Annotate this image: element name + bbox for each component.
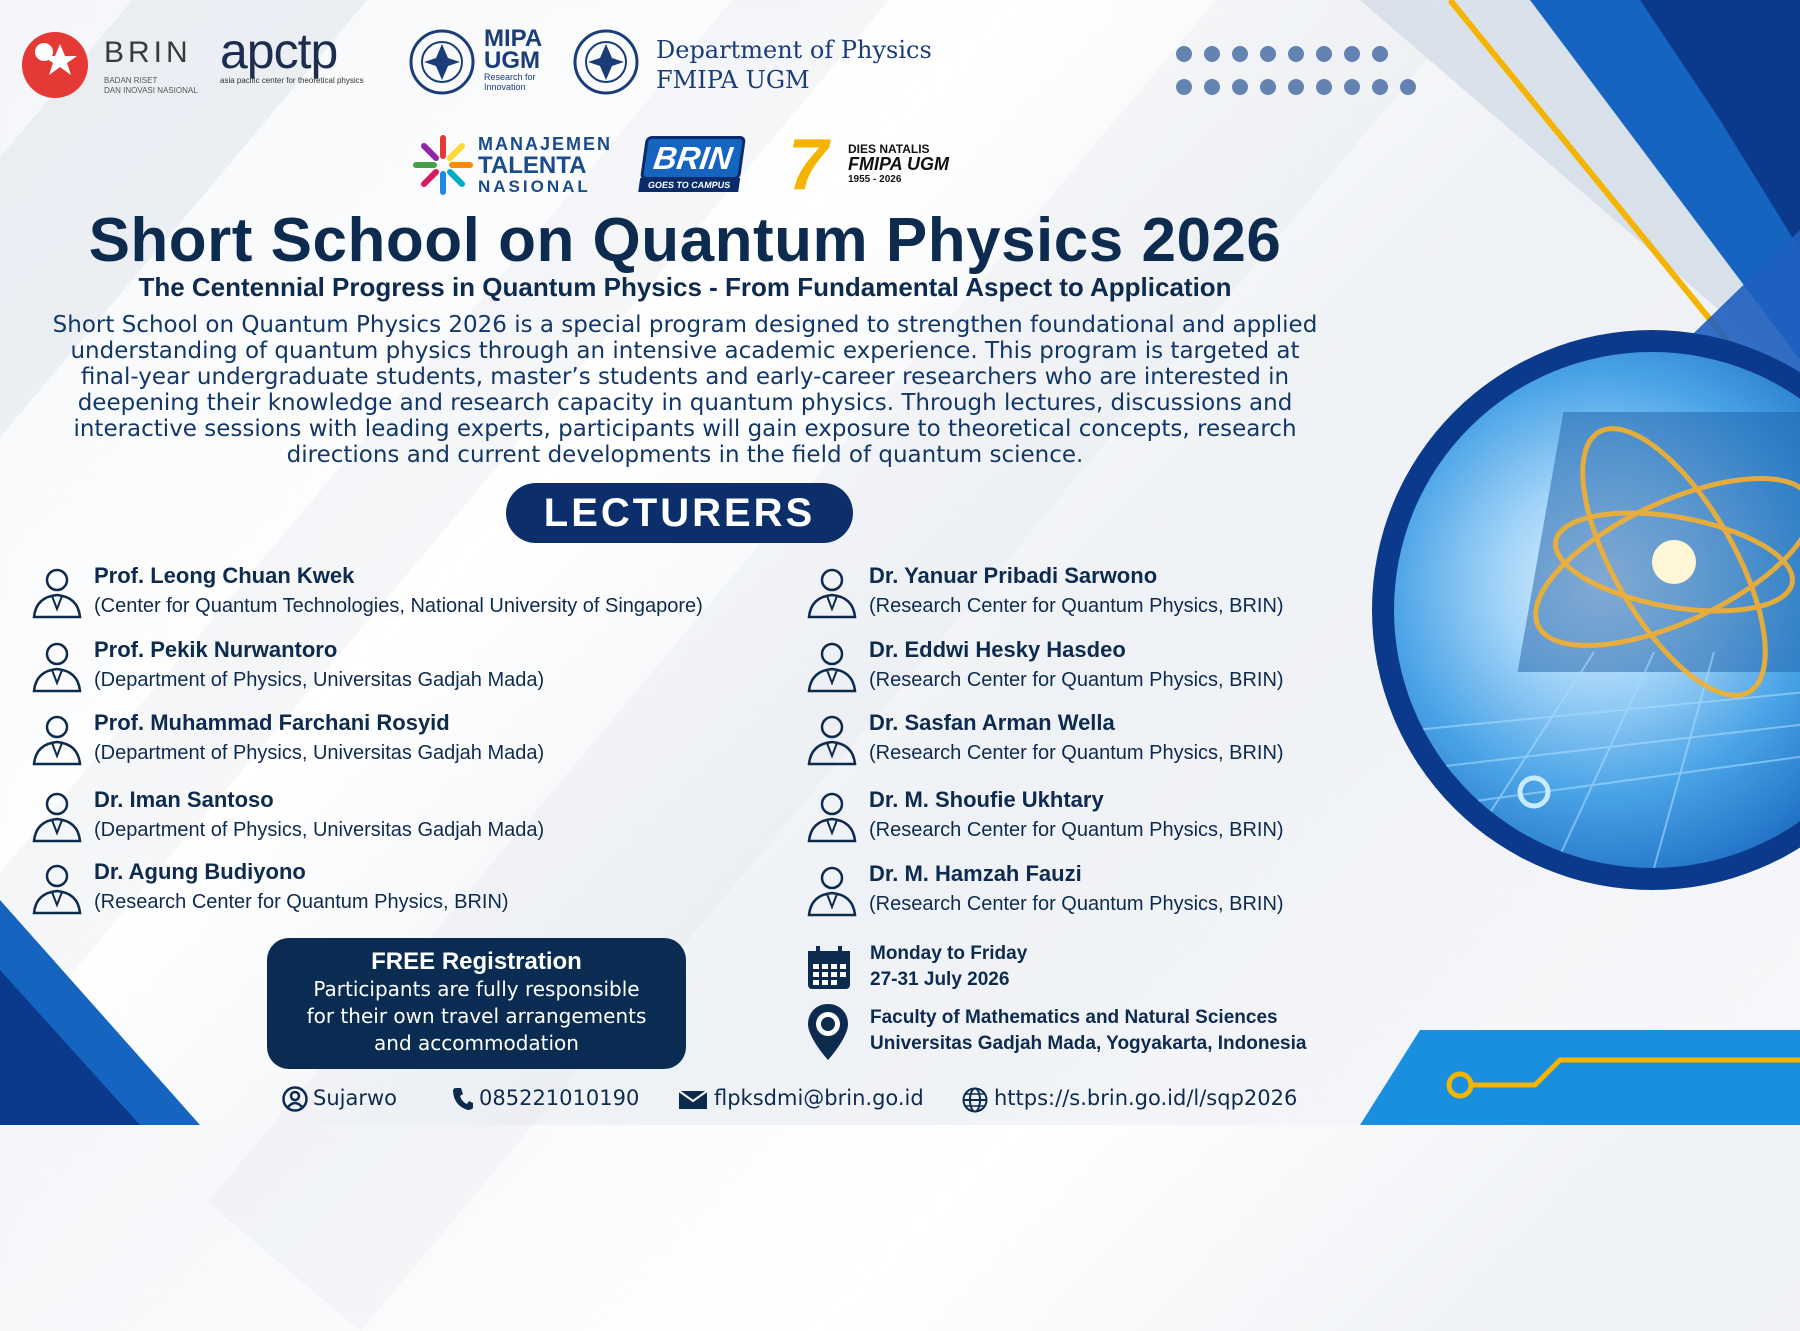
brin-goes-to-campus-logo: [638, 136, 746, 194]
registration-title: FREE Registration: [371, 948, 582, 975]
lecturer-item: [30, 859, 509, 914]
corner-decoration-bottom-left: [0, 900, 200, 1125]
calendar-icon: [806, 945, 852, 991]
mipa-ugm-logo: [484, 25, 564, 92]
registration-line: Participants are fully responsible: [313, 977, 640, 1001]
apctp-subtitle: asia pacific center for theoretical physics: [220, 76, 364, 85]
person-icon: [805, 863, 859, 917]
mipa-sub-1: Research for: [484, 72, 536, 82]
ugm-text: UGM: [484, 47, 540, 74]
mtn-line-3: NASIONAL: [478, 177, 591, 196]
registration-line: and accommodation: [374, 1031, 579, 1055]
description-line: interactive sessions with leading experts, participants will gain exposure to theoretical concepts, research: [73, 416, 1297, 442]
venue-info: [870, 1005, 1306, 1057]
lecturer-affiliation: (Department of Physics, Universitas Gadjah Mada): [94, 669, 545, 691]
description-line: understanding of quantum physics through an intensive academic experience. This program is targeted at: [70, 338, 1300, 364]
lecturer-item: [805, 710, 1284, 765]
lecturer-item: [805, 787, 1284, 842]
globe-icon: [962, 1087, 988, 1113]
lecturer-affiliation: (Department of Physics, Universitas Gadjah Mada): [94, 819, 545, 841]
lecturer-item: [30, 787, 544, 842]
lecturer-affiliation: (Research Center for Quantum Physics, BRIN): [869, 595, 1284, 617]
person-icon: [30, 565, 84, 619]
contact-email[interactable]: flpksdmi@brin.go.id: [714, 1086, 924, 1110]
person-icon: [805, 712, 859, 766]
location-pin-icon: [806, 1002, 850, 1062]
lecturer-affiliation: (Center for Quantum Technologies, National University of Singapore): [94, 595, 703, 617]
person-icon: [30, 639, 84, 693]
brin-wordmark: BRIN: [104, 36, 192, 69]
registration-line: for their own travel arrangements: [306, 1004, 647, 1028]
phone-icon: [452, 1087, 474, 1111]
brin-subtitle-2: DAN INOVASI NASIONAL: [104, 86, 198, 95]
lecturer-name: Prof. Pekik Nurwantoro: [94, 637, 338, 662]
dies-line-1: DIES NATALIS: [848, 142, 930, 156]
lecturer-name: Dr. Sasfan Arman Wella: [869, 710, 1115, 735]
mtn-line-1: MANAJEMEN: [478, 134, 613, 154]
department-logo-text: [656, 36, 932, 94]
schedule-dates: 27-31 July 2026: [870, 969, 1010, 990]
page-subtitle: The Centennial Progress in Quantum Physics - From Fundamental Aspect to Application: [138, 272, 1232, 302]
lecturer-name: Dr. M. Hamzah Fauzi: [869, 861, 1082, 886]
brin-logo: [20, 30, 210, 100]
lecturer-name: Dr. Agung Budiyono: [94, 859, 306, 884]
department-line-1: Department of Physics: [656, 36, 932, 64]
lecturer-affiliation: (Research Center for Quantum Physics, BRIN): [869, 669, 1284, 691]
schedule-days: Monday to Friday: [870, 943, 1028, 964]
schedule-info: [870, 941, 1027, 993]
lecturer-name: Dr. Iman Santoso: [94, 787, 274, 812]
manajemen-talenta-logo: [478, 134, 612, 197]
lecturer-name: Dr. Yanuar Pribadi Sarwono: [869, 563, 1158, 588]
lecturer-affiliation: (Research Center for Quantum Physics, BRIN): [869, 742, 1284, 764]
person-icon: [805, 639, 859, 693]
lecturer-item: [30, 710, 544, 765]
lecturer-name: Dr. M. Shoufie Ukhtary: [869, 787, 1104, 812]
person-icon: [30, 789, 84, 843]
dies-number: 7: [788, 125, 829, 205]
lecturer-affiliation: (Research Center for Quantum Physics, BRIN): [94, 891, 509, 913]
talenta-snowflake-icon: [412, 134, 474, 196]
lecturer-item: [30, 637, 544, 692]
email-icon: [678, 1090, 708, 1110]
description-line: Short School on Quantum Physics 2026 is a special program designed to strengthen foundational and applied: [52, 312, 1318, 338]
venue-line-2: Universitas Gadjah Mada, Yogyakarta, Indonesia: [870, 1033, 1307, 1054]
program-description: [45, 312, 1325, 468]
mipa-sub-2: Innovation: [484, 82, 526, 92]
lecturer-name: Prof. Muhammad Farchani Rosyid: [94, 710, 450, 735]
contact-person: Sujarwo: [313, 1086, 397, 1110]
registration-link[interactable]: https://s.brin.go.id/l/sqp2026: [994, 1086, 1298, 1110]
description-line: final-year undergraduate students, master’s students and early-career researchers who are interested in: [80, 364, 1290, 390]
dies-line-3: 1955 - 2026: [848, 174, 902, 185]
person-icon: [805, 565, 859, 619]
page-title: Short School on Quantum Physics 2026: [88, 206, 1282, 275]
person-icon: [30, 861, 84, 915]
lecturer-item: [30, 563, 703, 618]
mipa-text: MIPA: [484, 25, 543, 52]
lecturer-name: Dr. Eddwi Hesky Hasdeo: [869, 637, 1126, 662]
lecturers-heading: LECTURERS: [506, 483, 853, 543]
lecturer-affiliation: (Research Center for Quantum Physics, BRIN): [869, 819, 1284, 841]
registration-box: [267, 938, 686, 1069]
dot-pattern: [1170, 40, 1430, 106]
brin-campus-sub: GOES TO CAMPUS: [638, 178, 740, 192]
brin-campus-wordmark: BRIN: [640, 136, 746, 180]
lecturer-item: [805, 637, 1284, 692]
description-line: deepening their knowledge and research capacity in quantum physics. Through lectures, discussions and: [77, 390, 1293, 416]
brin-subtitle-1: BADAN RISET: [104, 76, 158, 85]
lecturer-item: [805, 563, 1284, 618]
person-icon: [805, 789, 859, 843]
apctp-wordmark: apctp: [220, 23, 338, 79]
lecturer-affiliation: (Department of Physics, Universitas Gadjah Mada): [94, 742, 545, 764]
person-icon: [30, 712, 84, 766]
user-circle-icon: [282, 1086, 308, 1112]
mtn-line-2: TALENTA: [478, 152, 587, 179]
ugm-seal-icon: [408, 28, 476, 96]
department-line-2: FMIPA UGM: [656, 66, 810, 94]
dies-line-2: FMIPA UGM: [848, 154, 949, 174]
description-line: directions and current developments in the field of quantum science.: [286, 442, 1084, 468]
lecturer-item: [805, 861, 1284, 916]
venue-line-1: Faculty of Mathematics and Natural Sciences: [870, 1007, 1278, 1028]
lecturer-affiliation: (Research Center for Quantum Physics, BRIN): [869, 893, 1284, 915]
ugm-seal-icon-2: [572, 28, 640, 96]
lecturer-name: Prof. Leong Chuan Kwek: [94, 563, 355, 588]
contact-phone[interactable]: 085221010190: [479, 1086, 640, 1110]
apctp-logo: [220, 22, 395, 102]
dies-natalis-logo: [788, 125, 968, 205]
corner-decoration-bottom-right: [1360, 1030, 1800, 1125]
